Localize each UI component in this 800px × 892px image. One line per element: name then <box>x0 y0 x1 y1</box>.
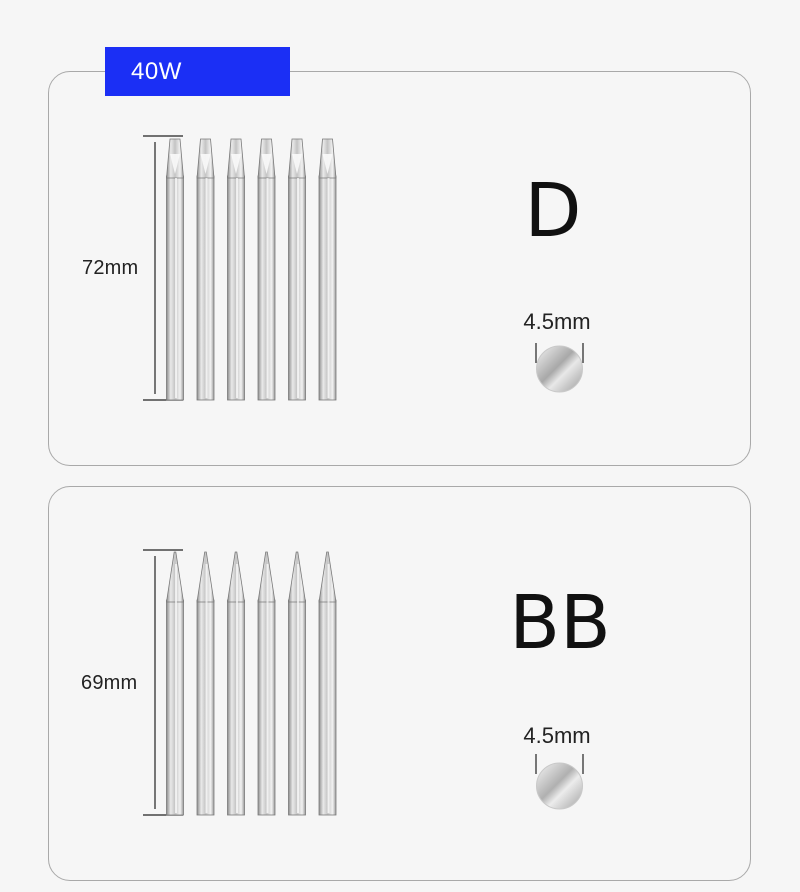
diameter-label-d: 4.5mm <box>523 309 591 334</box>
conical-tip-6 <box>319 552 336 815</box>
type-label-d: D <box>524 168 582 254</box>
type-label-bb: BB <box>509 580 611 666</box>
conical-tip-4 <box>258 552 275 815</box>
length-label-d: 72mm <box>82 257 139 279</box>
power-badge: 40W <box>105 47 290 96</box>
diameter-label-bb: 4.5mm <box>523 723 591 748</box>
conical-tip-2 <box>197 552 214 815</box>
conical-tip-5 <box>289 552 306 815</box>
conical-tip-3 <box>228 552 245 815</box>
length-label-bb: 69mm <box>81 672 138 694</box>
diameter-disc-icon-bb <box>525 750 595 820</box>
conical-tip-1 <box>167 552 184 815</box>
